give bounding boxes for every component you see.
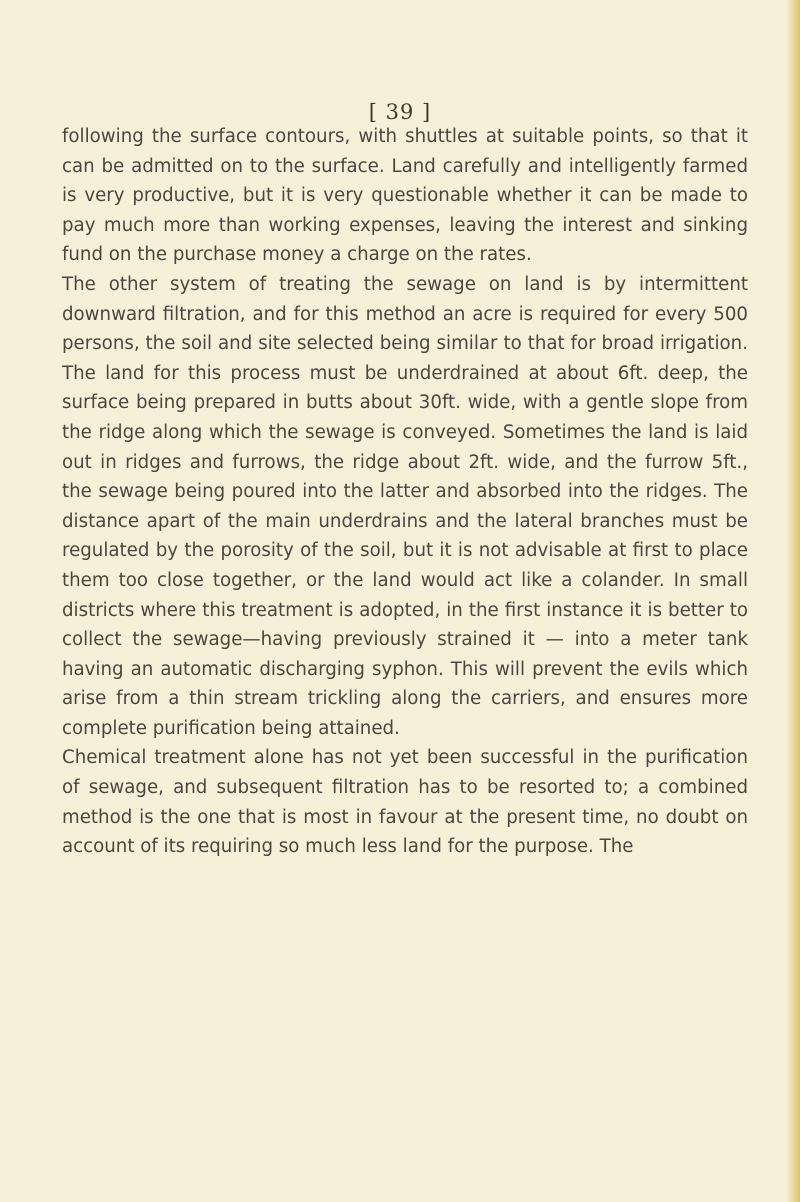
paragraph-3: Chemical treatment alone has not yet been successful in the purification of sewage, and subsequent filtration has to be resorted to; a combined method is the one that is most in favour at the present time, no doubt on account of its requiring so much less land for the purpose. The <box>62 747 748 858</box>
page-number: [ 39 ] <box>368 100 432 124</box>
body-text <box>62 122 748 862</box>
page-edge-shadow <box>786 0 800 1202</box>
paragraph-2: The other system of treating the sewage on land is by intermittent downward filtration, and for this method an acre is required for every 500 persons, the soil and site selected being similar to that for broad irrigation. The land for this process must be underdrained at about 6ft. deep, the surface being prepared in butts about 30ft. wide, with a gentle slope from the ridge along which the sewage is conveyed. Sometimes the land is laid out in ridges and furrows, the ridge about 2ft. wide, and the furrow 5ft., the sewage being poured into the latter and absorbed into the ridges. The distance apart of the main underdrains and the lateral branches must be regulated by the porosity of the soil, but it is not advisable at first to place them too close together, or the land would act like a colander. In small districts where this treatment is adopted, in the first instance it is better to collect the sewage—having previously strained it — into a meter tank having an automatic discharging syphon. This will prevent the evils which arise from a thin stream trickling along the carriers, and ensures more complete purification being attained. <box>62 273 748 739</box>
paragraph-1: following the surface contours, with shuttles at suitable points, so that it can be admitted on to the surface. Land carefully and intelligently farmed is very productive, but it is very questionable whether it can be made to pay much more than working expenses, leaving the interest and sinking fund on the purchase money a charge on the rates. <box>62 126 748 266</box>
